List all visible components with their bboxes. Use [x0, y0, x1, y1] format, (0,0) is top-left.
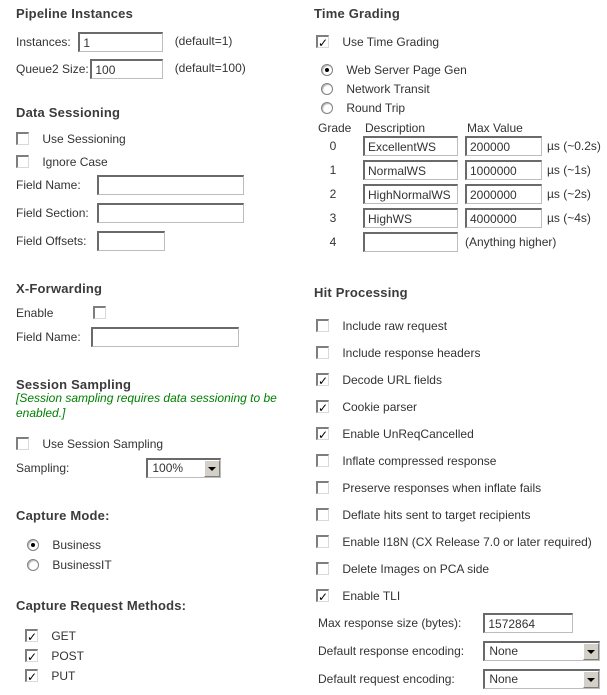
field-name-label: Field Name: [16, 177, 81, 192]
enable-i18n-row [316, 531, 592, 551]
section-time-grading [314, 6, 607, 249]
use-time-grading-checkbox[interactable] [316, 35, 329, 48]
default-response-encoding-label: Default response encoding: [318, 643, 465, 658]
default-request-encoding-select[interactable] [483, 669, 600, 689]
field-offsets-row [16, 230, 165, 250]
web-server-page-gen-row [321, 59, 467, 79]
deflate-hits-checkbox[interactable] [316, 508, 329, 521]
use-session-sampling-label: Use Session Sampling [42, 436, 164, 451]
cookie-parser-checkbox[interactable] [316, 400, 329, 413]
inflate-compressed-response-label: Inflate compressed response [342, 453, 497, 468]
grade-number: 3 [329, 211, 337, 225]
delete-images-label: Delete Images on PCA side [342, 561, 490, 576]
use-time-grading-row [316, 31, 439, 51]
default-response-encoding-row [318, 640, 607, 660]
section-pipeline-instances [16, 6, 312, 76]
xforward-enable-checkbox[interactable] [93, 306, 106, 319]
xforward-field-name-input[interactable] [91, 327, 239, 347]
put-checkbox[interactable] [25, 669, 38, 682]
description-column-header: Description [365, 121, 426, 135]
enable-i18n-checkbox[interactable] [316, 535, 329, 548]
use-sessioning-row [16, 128, 126, 148]
field-section-row [16, 202, 244, 222]
queue2-default-text: (default=100) [174, 61, 246, 75]
grade-2-unit-text: µs (~2s) [547, 187, 591, 201]
get-label: GET [51, 628, 77, 643]
grade-2-maxvalue-input[interactable] [465, 184, 542, 204]
grade-4-anything-higher-text: (Anything higher) [465, 235, 557, 249]
include-raw-request-checkbox[interactable] [316, 319, 329, 332]
queue2-size-label: Queue2 Size: [16, 61, 89, 76]
grade-1-unit-text: µs (~1s) [547, 163, 591, 177]
cookie-parser-label: Cookie parser [342, 399, 418, 414]
use-time-grading-label: Use Time Grading [342, 34, 440, 49]
web-server-page-gen-label: Web Server Page Gen [346, 62, 467, 77]
grade-row-0 [314, 136, 607, 156]
field-offsets-label: Field Offsets: [16, 233, 87, 248]
xforward-enable-label: Enable [16, 305, 54, 320]
include-response-headers-label: Include response headers [342, 345, 481, 360]
post-checkbox[interactable] [25, 649, 38, 662]
section-title: Session Sampling [16, 377, 132, 392]
cookie-parser-row [316, 396, 417, 416]
use-sessioning-checkbox[interactable] [16, 132, 29, 145]
use-session-sampling-row [16, 433, 163, 453]
max-response-size-label: Max response size (bytes): [318, 615, 462, 630]
businessit-radio[interactable] [27, 559, 39, 571]
grade-3-unit-text: µs (~4s) [547, 211, 591, 225]
grade-3-maxvalue-input[interactable] [465, 208, 542, 228]
put-label: PUT [51, 668, 76, 683]
grade-row-4 [314, 232, 607, 252]
deflate-hits-label: Deflate hits sent to target recipients [342, 507, 531, 522]
preserve-responses-checkbox[interactable] [316, 481, 329, 494]
business-row [27, 534, 101, 554]
businessit-row [27, 554, 112, 574]
inflate-compressed-response-checkbox[interactable] [316, 454, 329, 467]
instances-input[interactable] [78, 32, 163, 52]
delete-images-row [316, 558, 489, 578]
sampling-select-value: 100% [152, 460, 184, 475]
business-label: Business [52, 537, 102, 552]
xforward-field-name-row [16, 326, 239, 346]
section-title: Capture Request Methods: [16, 598, 187, 613]
section-capture-mode [16, 508, 312, 572]
enable-unreqcancelled-checkbox[interactable] [316, 427, 329, 440]
grade-number: 2 [329, 187, 337, 201]
grade-0-unit-text: µs (~0.2s) [547, 139, 601, 153]
queue2-size-input[interactable] [90, 59, 163, 79]
session-sampling-note: [Session sampling requires data sessioning to be enabled.] [16, 391, 277, 420]
grade-0-maxvalue-input[interactable] [465, 136, 542, 156]
left-column [16, 0, 312, 695]
include-raw-request-label: Include raw request [342, 318, 448, 333]
grade-number: 0 [329, 139, 337, 153]
network-transit-radio[interactable] [321, 83, 333, 95]
network-transit-label: Network Transit [346, 81, 430, 96]
section-title: Data Sessioning [16, 105, 121, 120]
xforward-enable-row [16, 302, 106, 322]
enable-i18n-label: Enable I18N (CX Release 7.0 or later required) [342, 534, 592, 549]
delete-images-checkbox[interactable] [316, 562, 329, 575]
include-response-headers-checkbox[interactable] [316, 346, 329, 359]
decode-url-fields-label: Decode URL fields [342, 372, 442, 387]
enable-unreqcancelled-row [316, 423, 474, 443]
grade-number: 1 [329, 163, 337, 177]
business-radio[interactable] [27, 539, 39, 551]
put-row [25, 665, 75, 685]
field-name-row [16, 174, 244, 194]
field-offsets-input[interactable] [97, 231, 165, 251]
instances-default-text: (default=1) [174, 34, 233, 48]
network-transit-row [321, 78, 430, 98]
post-row [25, 645, 84, 665]
section-title: Capture Mode: [16, 508, 110, 523]
businessit-label: BusinessIT [52, 557, 112, 572]
section-title: Time Grading [314, 6, 400, 21]
max-value-column-header: Max Value [467, 121, 523, 135]
deflate-hits-row [316, 504, 530, 524]
grade-4-description-input[interactable] [363, 232, 458, 252]
enable-tli-label: Enable TLI [342, 588, 401, 603]
decode-url-fields-row [316, 369, 442, 389]
dropdown-arrow-icon [583, 671, 599, 688]
section-data-sessioning [16, 105, 312, 248]
default-request-encoding-row [318, 668, 607, 688]
sampling-row [16, 457, 221, 477]
grade-column-header: Grade [318, 121, 352, 135]
xforward-field-name-label: Field Name: [16, 329, 81, 344]
field-section-input[interactable] [97, 203, 244, 223]
field-name-input[interactable] [97, 175, 244, 195]
default-response-encoding-value: None [489, 643, 519, 658]
round-trip-row [321, 97, 405, 117]
grade-1-description-input[interactable] [363, 160, 458, 180]
post-label: POST [51, 648, 85, 663]
round-trip-label: Round Trip [346, 100, 406, 115]
use-sessioning-label: Use Sessioning [42, 131, 126, 146]
get-row [25, 625, 76, 645]
right-column [314, 0, 607, 695]
preserve-responses-row [316, 477, 541, 497]
ignore-case-row [16, 151, 108, 171]
preserve-responses-label: Preserve responses when inflate fails [342, 480, 542, 495]
decode-url-fields-checkbox[interactable] [316, 373, 329, 386]
grade-row-2 [314, 184, 607, 204]
section-session-sampling [16, 377, 312, 475]
grade-3-description-input[interactable] [363, 208, 458, 228]
sampling-select[interactable] [146, 458, 221, 478]
grade-number: 4 [329, 235, 337, 249]
enable-tli-checkbox[interactable] [316, 589, 329, 602]
get-checkbox[interactable] [25, 629, 38, 642]
section-x-forwarding [16, 281, 312, 344]
include-raw-request-row [316, 315, 447, 335]
grade-row-3 [314, 208, 607, 228]
grade-1-maxvalue-input[interactable] [465, 160, 542, 180]
section-capture-request-methods [16, 598, 312, 683]
default-response-encoding-select[interactable] [483, 641, 600, 661]
instances-row [16, 31, 232, 51]
enable-unreqcancelled-label: Enable UnReqCancelled [342, 426, 474, 441]
enable-tli-row [316, 585, 400, 605]
grade-0-description-input[interactable] [363, 136, 458, 156]
default-request-encoding-label: Default request encoding: [318, 671, 455, 686]
ignore-case-label: Ignore Case [42, 154, 108, 169]
use-session-sampling-checkbox[interactable] [16, 437, 29, 450]
include-response-headers-row [316, 342, 480, 362]
section-title: Hit Processing [314, 285, 408, 300]
section-title: X-Forwarding [16, 281, 103, 296]
ignore-case-checkbox[interactable] [16, 155, 29, 168]
default-request-encoding-value: None [489, 671, 519, 686]
queue2-size-row [16, 58, 246, 78]
grade-row-1 [314, 160, 607, 180]
dropdown-arrow-icon [204, 460, 220, 477]
dropdown-arrow-icon [583, 643, 599, 660]
sampling-label: Sampling: [16, 460, 70, 475]
instances-label: Instances: [16, 34, 71, 49]
inflate-compressed-response-row [316, 450, 496, 470]
grade-2-description-input[interactable] [363, 184, 458, 204]
section-title: Pipeline Instances [16, 6, 134, 21]
max-response-size-input[interactable] [483, 613, 573, 633]
section-hit-processing [314, 285, 607, 686]
web-server-page-gen-radio[interactable] [321, 64, 333, 76]
field-section-label: Field Section: [16, 205, 89, 220]
max-response-size-row [318, 612, 607, 632]
round-trip-radio[interactable] [321, 102, 333, 114]
